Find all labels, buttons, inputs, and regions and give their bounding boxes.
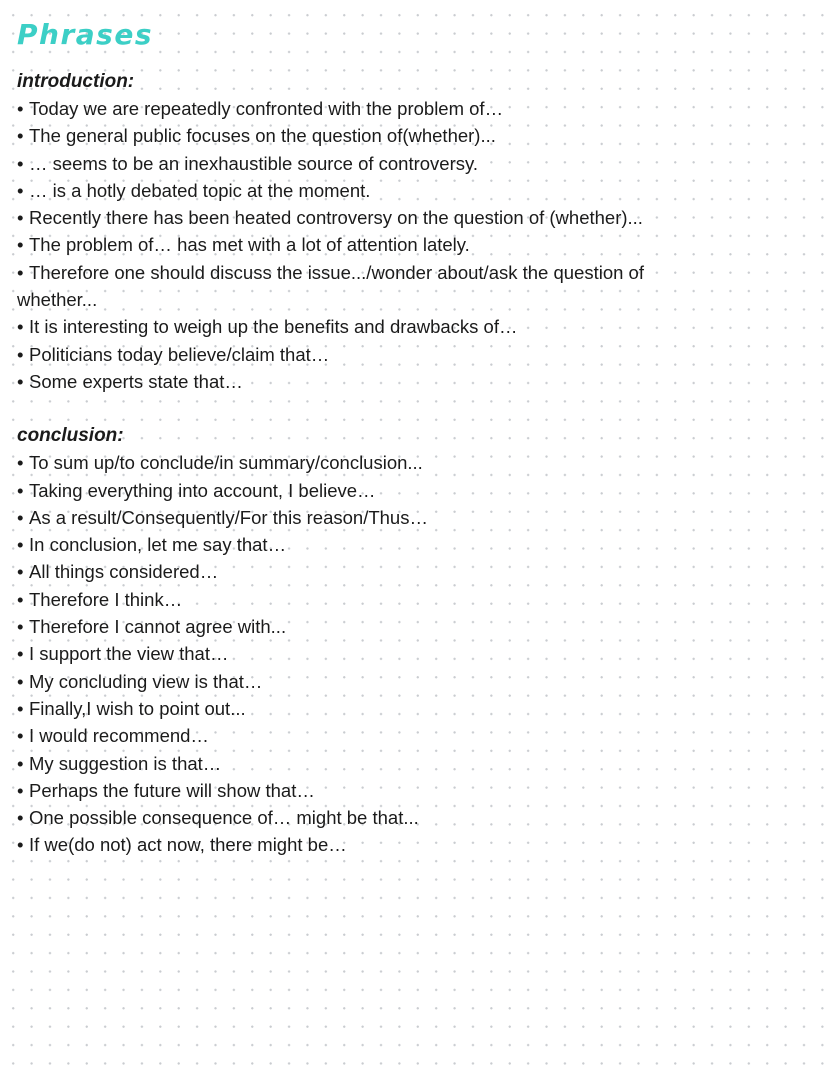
list-item — [17, 722, 817, 749]
phrase-text: One possible consequence of… might be that... — [29, 807, 419, 829]
phrase-text: Some experts state that… — [29, 370, 243, 392]
list-item — [17, 368, 817, 395]
introduction-heading: introduction: — [17, 71, 135, 92]
phrase-text: It is interesting to weigh up the benefits and drawbacks of… — [29, 316, 518, 338]
bullet-icon: • — [17, 152, 24, 174]
bullet-icon: • — [17, 725, 24, 747]
list-item — [17, 313, 817, 340]
phrase-text: … is a hotly debated topic at the moment. — [29, 179, 371, 201]
list-item — [17, 95, 817, 122]
phrase-text: Politicians today believe/claim that… — [29, 343, 330, 365]
bullet-icon: • — [17, 534, 24, 556]
list-item — [17, 668, 817, 695]
list-item — [17, 150, 817, 177]
phrase-text: I support the view that… — [29, 643, 229, 665]
list-item — [17, 122, 817, 149]
phrase-text: Recently there has been heated controversy on the question of (whether)... — [29, 207, 643, 229]
list-item — [17, 640, 817, 667]
bullet-icon: • — [17, 752, 24, 774]
list-item — [17, 177, 817, 204]
list-item — [17, 831, 817, 858]
phrase-text: Today we are repeatedly confronted with the problem of… — [29, 98, 504, 119]
bullet-icon: • — [17, 561, 24, 583]
phrase-text: All things considered… — [29, 561, 219, 583]
list-item — [17, 804, 817, 831]
phrase-text: In conclusion, let me say that… — [29, 534, 287, 556]
list-item — [17, 586, 817, 613]
bullet-icon: • — [17, 207, 24, 229]
phrase-text: Perhaps the future will show that… — [29, 779, 315, 801]
list-item — [17, 777, 817, 804]
list-item — [17, 204, 817, 231]
bullet-icon: • — [17, 588, 24, 610]
phrase-text: Finally,I wish to point out... — [29, 697, 246, 719]
bullet-icon: • — [17, 506, 24, 528]
bullet-icon: • — [17, 343, 24, 365]
phrase-text: To sum up/to conclude/in summary/conclusion... — [29, 452, 423, 474]
phrase-text: Therefore I think… — [29, 588, 183, 610]
list-item — [17, 750, 817, 777]
conclusion-heading: conclusion: — [17, 425, 124, 447]
phrase-text: My suggestion is that… — [29, 752, 222, 774]
phrase-text: If we(do not) act now, there might be… — [29, 834, 347, 856]
phrase-text: As a result/Consequently/For this reason/Thus… — [29, 506, 428, 528]
bullet-icon: • — [17, 479, 24, 501]
bullet-icon: • — [17, 234, 24, 256]
conclusion-list — [17, 449, 817, 858]
bullet-icon: • — [17, 779, 24, 801]
bullet-icon: • — [17, 807, 24, 829]
introduction-section — [17, 68, 817, 395]
list-item — [17, 531, 817, 558]
list-item — [17, 504, 817, 531]
bullet-icon: • — [17, 125, 24, 147]
phrase-text: Taking everything into account, I believe… — [29, 479, 376, 501]
bullet-icon: • — [17, 316, 24, 338]
bullet-icon: • — [17, 370, 24, 392]
bullet-icon: • — [17, 98, 24, 119]
list-item — [17, 477, 817, 504]
bullet-icon: • — [17, 261, 24, 283]
bullet-icon: • — [17, 834, 24, 856]
page-title: Phrases — [17, 18, 153, 51]
phrase-text: … seems to be an inexhaustible source of controversy. — [29, 152, 479, 174]
list-item — [17, 558, 817, 585]
bullet-icon: • — [17, 670, 24, 692]
list-item — [17, 231, 817, 258]
phrase-text: The general public focuses on the question of(whether)... — [29, 125, 496, 147]
introduction-list — [17, 95, 817, 395]
list-item — [17, 613, 817, 640]
bullet-icon: • — [17, 452, 24, 474]
note-page — [17, 12, 817, 859]
bullet-icon: • — [17, 179, 24, 201]
phrase-text: Therefore I cannot agree with... — [29, 616, 287, 638]
bullet-icon: • — [17, 616, 24, 638]
conclusion-section — [17, 422, 817, 858]
bullet-icon: • — [17, 697, 24, 719]
phrase-text: Therefore one should discuss the issue.../wonder about/ask the question of whether... — [17, 261, 644, 311]
list-item — [17, 449, 817, 476]
bullet-icon: • — [17, 643, 24, 665]
list-item — [17, 695, 817, 722]
list-item — [17, 341, 817, 368]
phrase-text: I would recommend… — [29, 725, 209, 747]
list-item — [17, 259, 697, 314]
phrase-text: The problem of… has met with a lot of attention lately. — [29, 234, 470, 256]
phrase-text: My concluding view is that… — [29, 670, 263, 692]
